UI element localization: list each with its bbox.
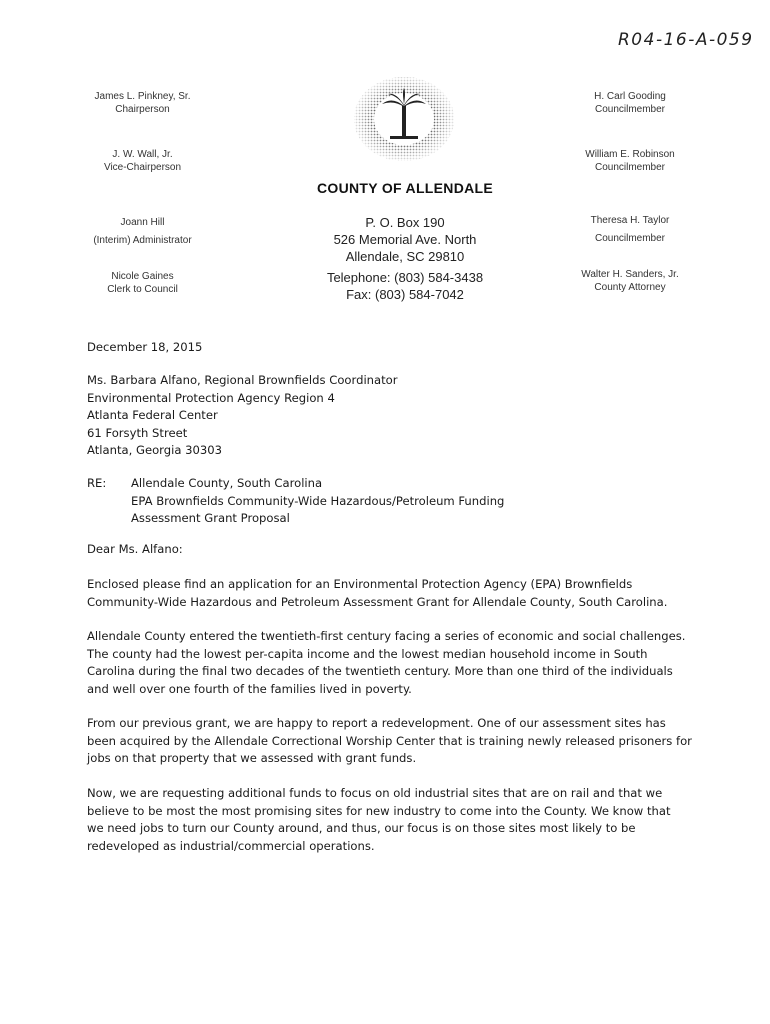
- subject-block: [87, 475, 687, 528]
- paragraph-line: Enclosed please find an application for an Environmental Protection Agency (EPA) Brownfields: [87, 577, 633, 591]
- document-reference-number: R04-16-A-059: [618, 30, 754, 50]
- paragraph-line: redeveloped as industrial/commercial operations.: [87, 838, 375, 853]
- county-address-block: [290, 214, 520, 303]
- official-title: Councilmember: [594, 233, 666, 244]
- official-name: Theresa H. Taylor: [590, 215, 670, 226]
- official-name: James L. Pinkney, Sr.: [94, 91, 191, 102]
- fax: Fax: (803) 584-7042: [346, 287, 464, 302]
- official-administrator: [60, 216, 225, 247]
- official-name: William E. Robinson: [585, 149, 675, 160]
- paragraph-line: believe to be most the most promising sites for new industry to come into the County. We know that: [87, 803, 671, 818]
- paragraph-line: The county had the lowest per-capita income and the lowest median household income in South: [87, 646, 648, 661]
- official-title: Clerk to Council: [107, 284, 178, 295]
- official-name: H. Carl Gooding: [594, 91, 666, 102]
- recipient-line: Atlanta, Georgia 30303: [87, 443, 222, 457]
- recipient-line: Environmental Protection Agency Region 4: [87, 390, 335, 405]
- paragraph-line: Now, we are requesting additional funds to focus on old industrial sites that are on rail and that we: [87, 786, 663, 800]
- official-councilmember-taylor: [540, 214, 720, 245]
- recipient-line: Ms. Barbara Alfano, Regional Brownfields Coordinator: [87, 373, 398, 387]
- paragraph-line: Community-Wide Hazardous and Petroleum Assessment Grant for Allendale County, South Carolina.: [87, 594, 668, 609]
- subject-line: EPA Brownfields Community-Wide Hazardous/Petroleum Funding: [131, 493, 505, 508]
- official-title: Councilmember: [594, 104, 666, 115]
- telephone: Telephone: (803) 584-3438: [326, 270, 484, 285]
- official-councilmember-robinson: [540, 148, 720, 174]
- paragraph-4: [87, 785, 687, 855]
- paragraph-line: Allendale County entered the twentieth-first century facing a series of economic and social challenges.: [87, 629, 686, 643]
- paragraph-line: jobs on that property that we assessed with grant funds.: [87, 751, 417, 765]
- official-councilmember-gooding: [540, 90, 720, 116]
- official-title: Vice-Chairperson: [103, 162, 182, 173]
- recipient-line: 61 Forsyth Street: [87, 425, 188, 440]
- official-name: Joann Hill: [120, 217, 165, 228]
- letter-date: December 18, 2015: [87, 340, 203, 354]
- paragraph-line: we need jobs to turn our County around, and thus, our focus is on those sites most likely to be: [87, 821, 636, 835]
- address-line: Allendale, SC 29810: [345, 249, 465, 264]
- address-line: 526 Memorial Ave. North: [333, 232, 477, 247]
- official-title: County Attorney: [594, 282, 666, 293]
- paragraph-line: been acquired by the Allendale Correctional Worship Center that is training newly released prisoners for: [87, 733, 692, 748]
- official-county-attorney: [540, 268, 720, 294]
- paragraph-3: [87, 715, 692, 768]
- paragraph-2: [87, 628, 687, 698]
- official-name: J. W. Wall, Jr.: [112, 149, 173, 160]
- paragraph-line: From our previous grant, we are happy to report a redevelopment. One of our assessment sites has: [87, 716, 666, 730]
- county-seal-icon: [352, 76, 456, 162]
- county-name: COUNTY OF ALLENDALE: [316, 180, 494, 196]
- official-clerk: [60, 270, 225, 296]
- official-title: Chairperson: [115, 104, 170, 115]
- official-vice-chairperson: [60, 148, 225, 174]
- official-chairperson: [60, 90, 225, 116]
- paragraph-line: Carolina during the final two decades of the twentieth century. More than one third of the individuals: [87, 664, 673, 678]
- salutation: Dear Ms. Alfano:: [87, 542, 183, 556]
- paragraph-line: and well over one fourth of the families lived in poverty.: [87, 681, 412, 696]
- subject-line: Allendale County, South Carolina: [131, 476, 323, 490]
- paragraph-1: [87, 576, 687, 611]
- recipient-address: [87, 372, 687, 460]
- recipient-line: Atlanta Federal Center: [87, 408, 218, 422]
- official-name: Nicole Gaines: [111, 271, 174, 282]
- address-line: P. O. Box 190: [365, 215, 445, 230]
- official-title: (Interim) Administrator: [93, 235, 192, 246]
- subject-label: RE:: [87, 476, 107, 490]
- official-title: Councilmember: [594, 162, 666, 173]
- official-name: Walter H. Sanders, Jr.: [581, 269, 679, 280]
- subject-line: Assessment Grant Proposal: [131, 511, 290, 525]
